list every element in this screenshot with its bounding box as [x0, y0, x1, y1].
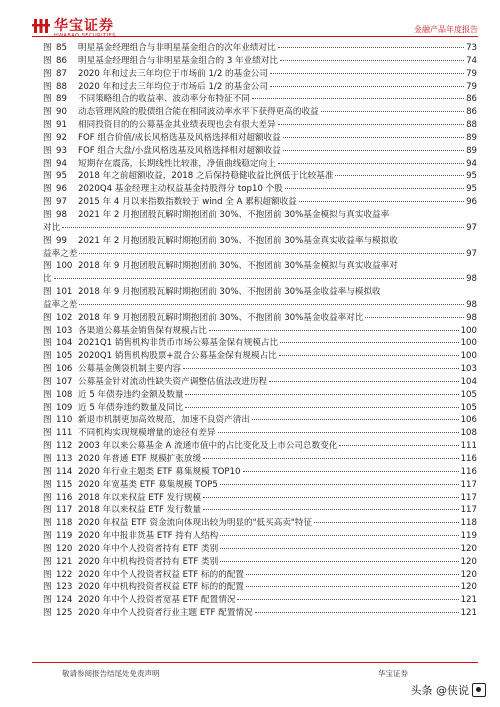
toc-dot-leader: [255, 612, 459, 613]
toc-entry-title: 2020 年宽基类 ETF 募集规模 TOP5: [78, 479, 218, 490]
toc-entry-continuation[interactable]: [43, 299, 477, 312]
toc-entry[interactable]: [43, 337, 477, 350]
toc-entry-label: 图: [43, 312, 52, 323]
toc-entry-title: 公募基金针对流动性缺失资产调整估值法改进历程: [78, 376, 268, 387]
toc-entry-page: 86: [466, 94, 477, 105]
toc-entry-title: FOF 组合价值/成长风格选基及风格选择相对超额收益: [78, 132, 281, 143]
toc-entry[interactable]: [43, 376, 477, 389]
toc-entry-number: 101: [56, 287, 73, 298]
toc-entry[interactable]: [43, 402, 477, 415]
toc-entry-page: 79: [466, 81, 477, 92]
watermark-icon: [472, 683, 486, 697]
toc-entry-number: 116: [56, 492, 73, 503]
toc-entry-label: 图: [43, 325, 52, 336]
toc-entry-title: 2020 年权益 ETF 资金流向体现出较为明显的"低买高卖"特征: [78, 518, 313, 529]
toc-entry-title: 2021 年 2 月抱团股瓦解时期抱团前 30%、不抱团前 30%基金模拟与真实收益率: [78, 209, 390, 220]
toc-entry[interactable]: [43, 145, 477, 158]
toc-entry-label: 图: [43, 531, 52, 542]
toc-entry-label: 图: [43, 107, 52, 118]
toc-entry-number: 87: [56, 68, 67, 79]
toc-dot-leader: [62, 227, 464, 228]
toc-entry-number: 88: [56, 81, 67, 92]
toc-dot-leader: [278, 124, 464, 125]
toc-entry-title: 2021Q1 销售机构非货币市场公募基金保有规模占比: [78, 338, 279, 349]
toc-dot-leader: [246, 574, 459, 575]
toc-entry-page: 94: [466, 158, 477, 169]
toc-entry-number: 120: [56, 543, 73, 554]
toc-entry-label: 图: [43, 364, 52, 375]
toc-entry-title: 2020 年中报非货基 ETF 持有人结构: [78, 531, 219, 542]
toc-entry-number: 99: [56, 235, 67, 246]
toc-entry-label: 图: [43, 55, 52, 66]
toc-entry-label: 图: [43, 81, 52, 92]
toc-dot-leader: [246, 586, 459, 587]
toc-entry-label: 图: [43, 402, 52, 413]
toc-entry-page: 98: [466, 274, 477, 285]
toc-entry-title: 2020 年普通 ETF 规模扩张放缓: [78, 454, 202, 464]
toc-entry-title-continued: 益率之差: [43, 299, 78, 310]
toc-dot-leader: [237, 599, 458, 600]
toc-entry-label: 图: [43, 428, 52, 439]
toc-entry-label: 图: [43, 608, 52, 619]
toc-entry-label: 图: [43, 94, 52, 105]
toc-entry[interactable]: [43, 93, 477, 106]
toc-entry-page: 95: [466, 184, 477, 195]
logo-mark-icon: [32, 18, 50, 34]
toc-entry-number: 122: [56, 569, 73, 580]
toc-entry-label: 图: [43, 389, 52, 400]
footer-brand: 华宝证券: [378, 669, 408, 678]
toc-entry-label: 图: [43, 197, 52, 208]
toc-entry-page: 105: [460, 402, 477, 413]
toc-dot-leader: [314, 522, 459, 523]
toc-dot-leader: [280, 342, 458, 343]
toc-entry[interactable]: [43, 453, 477, 466]
toc-entry-label: 图: [43, 582, 52, 593]
toc-entry-label: 图: [43, 466, 52, 477]
toc-entry-page: 120: [460, 582, 477, 593]
toc-entry-label: 图: [43, 556, 52, 567]
toc-entry-page: 98: [466, 312, 477, 323]
toc-dot-leader: [339, 445, 458, 446]
toc-entry-title: 2018 年 9 月抱团股瓦解时期抱团前 30%、不抱团前 30%基金收益率与模拟收: [78, 287, 381, 298]
toc-entry[interactable]: [43, 479, 477, 492]
toc-entry-number: 125: [56, 608, 73, 619]
toc-entry-page: 100: [460, 338, 477, 349]
hwabao-logo: [32, 18, 116, 39]
toc-entry-page: 86: [466, 107, 477, 118]
toc-entry-title: 2020 年和过去三年均位于市场后 1/2 的基金公司: [78, 81, 268, 92]
toc-entry[interactable]: [43, 106, 477, 119]
toc-entry-continuation[interactable]: [43, 248, 477, 261]
toc-dot-leader: [79, 304, 464, 305]
toc-dot-leader: [278, 163, 464, 164]
logo-name-cn: 华宝证券: [54, 18, 114, 34]
toc-entry-page: 121: [460, 608, 477, 619]
toc-entry[interactable]: [43, 594, 477, 607]
toc-entry-title: 2020 年中个人投资者持有 ETF 类别: [78, 543, 219, 554]
toc-entry-title: 不同机构实现规模增量的途径有差异: [78, 428, 216, 439]
toc-entry-title-continued: 比: [43, 274, 52, 285]
footer-divider: [32, 662, 478, 663]
toc-entry-label: 图: [43, 543, 52, 554]
toc-entry[interactable]: [43, 569, 477, 582]
toc-entry-page: 106: [460, 415, 477, 426]
toc-dot-leader: [203, 509, 459, 510]
toc-dot-leader: [243, 471, 459, 472]
toc-entry-title: 短期存在震荡，长期线性比较准，净值曲线稳定向上: [78, 158, 276, 169]
toc-entry-number: 104: [56, 338, 73, 349]
toc-dot-leader: [280, 60, 464, 61]
toc-entry-title: 公募基金侧袋机制主要内容: [78, 364, 182, 375]
toc-dot-leader: [285, 188, 464, 189]
toc-entry-page: 98: [466, 299, 477, 310]
toc-entry-title: 2020Q4 基金经理主动权益基金持股得分 top10 个股: [78, 184, 283, 195]
footer-disclaimer: 敬请参阅报告结尾处免责声明: [62, 669, 160, 678]
toc-entry-page: 95: [466, 171, 477, 182]
toc-entry-label: 图: [43, 479, 52, 490]
toc-entry-label: 图: [43, 505, 52, 516]
toc-entry-number: 89: [56, 94, 67, 105]
toc-entry-page: 89: [466, 132, 477, 143]
toc-entry-page: 79: [466, 68, 477, 79]
toc-entry-number: 91: [56, 120, 67, 131]
toc-entry-number: 86: [56, 55, 67, 66]
toc-entry-number: 121: [56, 556, 73, 567]
toc-dot-leader: [220, 548, 458, 549]
toc-entry-number: 103: [56, 325, 73, 336]
toc-entry[interactable]: [43, 170, 477, 183]
toc-entry-page: 119: [460, 531, 477, 542]
toc-entry-title: 2015 年 4 月以来指数指数较于 wind 全 A 累积超额收益: [78, 197, 297, 208]
toc-entry-title: 2003 年以来公募基金 A 流通市值中的占比变化及上市公司总数变化: [78, 441, 338, 452]
toc-entry-title-continued: 对比: [43, 222, 61, 233]
toc-entry-label: 图: [43, 209, 52, 220]
toc-entry-title: 2018 年以来权益 ETF 发行规模: [78, 492, 202, 503]
toc-entry[interactable]: [43, 581, 477, 594]
toc-entry-title: 2018 年之前超额收益，2018 之后保持稳健收益比例低于比较基准: [78, 171, 334, 182]
toc-entry-page: 120: [460, 556, 477, 567]
toc-entry-page: 100: [460, 351, 477, 362]
toc-entry[interactable]: [43, 363, 477, 376]
toc-entry[interactable]: [43, 530, 477, 543]
toc-entry-label: 图: [43, 569, 52, 580]
toc-entry[interactable]: [43, 209, 477, 222]
toc-entry-label: 图: [43, 235, 52, 246]
toc-entry-label: 图: [43, 261, 52, 272]
toc-dot-leader: [183, 368, 458, 369]
toc-entry-page: 73: [466, 43, 477, 53]
toc-entry-title: 明星基金经理组合与非明星基金组合的 3 年业绩对比: [78, 55, 278, 66]
toc-entry-number: 90: [56, 107, 67, 118]
toc-entry-title: FOF 组合大盘/小盘风格选基及风格选择相对超额收益: [78, 145, 281, 156]
toc-dot-leader: [220, 535, 458, 536]
toc-entry-title: 2020 年中机构投资者权益 ETF 标的的配置: [78, 582, 245, 593]
toc-dot-leader: [185, 394, 458, 395]
toc-dot-leader: [79, 253, 464, 254]
toc-entry[interactable]: [43, 312, 477, 325]
logo-name-en: HWABAO SECURITIES: [54, 33, 116, 39]
toc-entry[interactable]: [43, 350, 477, 363]
toc-entry-label: 图: [43, 158, 52, 169]
toc-entry[interactable]: [43, 81, 477, 94]
toc-entry[interactable]: [43, 517, 477, 530]
watermark-text: 头条 @侠说: [410, 684, 469, 697]
toc-entry-label: 图: [43, 415, 52, 426]
toc-entry-title: 2020 年中个人投资者宽基 ETF 配置情况: [78, 595, 236, 606]
toc-entry-label: 图: [43, 338, 52, 349]
toc-entry-page: 111: [460, 441, 477, 452]
toc-entry-number: 119: [56, 531, 73, 542]
toc-entry[interactable]: [43, 556, 477, 569]
toc-entry[interactable]: [43, 414, 477, 427]
toc-entry-page: 117: [460, 505, 477, 516]
toc-entry-number: 117: [56, 505, 73, 516]
toc-dot-leader: [279, 355, 459, 356]
toc-entry-label: 图: [43, 171, 52, 182]
toc-entry-label: 图: [43, 43, 52, 53]
toc-entry-page: 104: [460, 376, 477, 387]
toc-dot-leader: [220, 561, 458, 562]
toc-entry-number: 123: [56, 582, 73, 593]
toc-entry-number: 109: [56, 402, 73, 413]
toc-entry[interactable]: [43, 260, 477, 273]
toc-dot-leader: [218, 432, 459, 433]
toc-entry-page: 105: [460, 389, 477, 400]
toc-dot-leader: [252, 419, 459, 420]
toc-entry-title: 2020 年中个人投资者行业主题 ETF 配置情况: [78, 608, 253, 619]
toc-entry[interactable]: [43, 466, 477, 479]
toc-entry-title: 2020 年中机构投资者持有 ETF 类别: [78, 556, 219, 567]
toc-entry-number: 100: [56, 261, 73, 272]
toc-dot-leader: [270, 86, 464, 87]
toc-entry[interactable]: [43, 158, 477, 171]
toc-dot-leader: [321, 111, 464, 112]
toc-dot-leader: [220, 484, 459, 485]
toc-dot-leader: [299, 201, 464, 202]
toc-entry-page: 108: [460, 428, 477, 439]
toc-entry-page: 117: [460, 479, 477, 490]
toc-entry-title: 新退市机制更加高效规范，加速不良资产清出: [78, 415, 250, 426]
toc-entry-continuation[interactable]: [43, 273, 477, 286]
toc-entry-title: 近 5 年债券违约金额及数量: [78, 389, 184, 400]
toc-entry-number: 98: [56, 209, 67, 220]
toc-dot-leader: [270, 73, 464, 74]
toc-entry-title: 2018 年 9 月抱团股瓦解时期抱团前 30%、不抱团前 30%基金模拟与真实收益率对: [78, 261, 398, 272]
toc-dot-leader: [209, 330, 459, 331]
toc-entry-page: 97: [466, 248, 477, 259]
toc-entry-label: 图: [43, 518, 52, 529]
toc-entry[interactable]: [43, 55, 477, 68]
toc-entry-title: 2020 年行业主题类 ETF 募集规模 TOP10: [78, 466, 241, 477]
toc-entry-number: 115: [56, 479, 73, 490]
toc-dot-leader: [335, 175, 464, 176]
toc-entry[interactable]: [43, 183, 477, 196]
toc-dot-leader: [269, 381, 459, 382]
toc-entry[interactable]: [43, 132, 477, 145]
toc-entry-title: 2021 年 2 月抱团股瓦解时期抱团前 30%、不抱团前 30%基金真实收益率与模拟收: [78, 235, 398, 246]
toc-entry-title: 近 5 年债券违约数量及同比: [78, 402, 184, 413]
toc-entry[interactable]: [43, 235, 477, 248]
toc-entry-label: 图: [43, 492, 52, 503]
toc-entry-number: 113: [56, 454, 73, 464]
toc-entry-title: 各渠道公募基金销售保有规模占比: [78, 325, 207, 336]
toc-dot-leader: [252, 98, 464, 99]
toc-entry-number: 106: [56, 364, 73, 375]
figure-list: [43, 42, 477, 620]
toc-entry-label: 图: [43, 132, 52, 143]
toc-dot-leader: [283, 150, 464, 151]
toc-entry[interactable]: [43, 42, 477, 55]
toc-entry-title: 2020Q1 销售机构股票+混合公募基金保有规模占比: [78, 351, 277, 362]
toc-entry-label: 图: [43, 120, 52, 131]
toc-dot-leader: [185, 407, 458, 408]
toc-entry[interactable]: [43, 427, 477, 440]
toc-entry-title-continued: 益率之差: [43, 248, 78, 259]
toc-entry-page: 97: [466, 222, 477, 233]
toc-entry-label: 图: [43, 68, 52, 79]
toc-dot-leader: [283, 137, 464, 138]
toc-entry-number: 112: [56, 441, 73, 452]
toc-entry-page: 117: [460, 492, 477, 503]
toc-entry-label: 图: [43, 376, 52, 387]
toc-entry-title: 2020 年中个人投资者权益 ETF 标的的配置: [78, 569, 245, 580]
toc-entry-number: 114: [56, 466, 73, 477]
toc-entry-number: 85: [56, 43, 67, 53]
toc-dot-leader: [278, 47, 464, 48]
toc-entry-title: 动态管理风险的股债组合能在相同波动率水平下获得更高的收益: [78, 107, 319, 118]
toc-entry[interactable]: [43, 543, 477, 556]
toc-entry-continuation[interactable]: [43, 222, 477, 235]
toc-entry-label: 图: [43, 595, 52, 606]
toc-entry-number: 93: [56, 145, 67, 156]
toc-entry-number: 111: [56, 428, 73, 439]
toc-entry-label: 图: [43, 454, 52, 464]
toc-entry-page: 74: [466, 55, 477, 66]
toc-entry[interactable]: [43, 492, 477, 505]
toc-entry-label: 图: [43, 184, 52, 195]
toc-entry[interactable]: [43, 440, 477, 453]
toc-entry-number: 94: [56, 158, 67, 169]
toc-entry-page: 116: [460, 466, 477, 477]
toc-entry-page: 120: [460, 543, 477, 554]
toc-entry-number: 118: [56, 518, 73, 529]
toc-entry-number: 107: [56, 376, 73, 387]
toc-entry[interactable]: [43, 68, 477, 81]
toc-entry-number: 97: [56, 197, 67, 208]
toc-entry-title: 相同投资目的的公募基金其业绩表现也会有很大差异: [78, 120, 276, 131]
toc-dot-leader: [54, 278, 464, 279]
toc-entry-number: 95: [56, 171, 67, 182]
toc-entry-page: 118: [460, 518, 477, 529]
report-type: 金融产品年度报告: [414, 25, 478, 34]
toc-dot-leader: [203, 458, 459, 459]
toc-dot-leader: [203, 497, 459, 498]
toc-entry-page: 120: [460, 569, 477, 580]
toc-entry-number: 110: [56, 415, 73, 426]
toc-entry-label: 图: [43, 287, 52, 298]
toc-entry[interactable]: [43, 389, 477, 402]
toc-entry-number: 105: [56, 351, 73, 362]
toc-entry-number: 108: [56, 389, 73, 400]
toc-entry[interactable]: [43, 504, 477, 517]
toc-entry-page: 89: [466, 145, 477, 156]
toc-entry-label: 图: [43, 441, 52, 452]
toc-entry-number: 102: [56, 312, 73, 323]
toc-entry-label: 图: [43, 351, 52, 362]
toc-entry[interactable]: [43, 325, 477, 338]
toc-entry-page: 88: [466, 120, 477, 131]
toc-entry[interactable]: [43, 119, 477, 132]
toc-entry-page: 103: [460, 364, 477, 375]
toc-entry-page: 100: [460, 325, 477, 336]
toc-entry[interactable]: [43, 607, 477, 620]
toc-entry-label: 图: [43, 145, 52, 156]
header-divider: [32, 36, 478, 37]
toc-entry-page: 121: [460, 595, 477, 606]
toc-entry[interactable]: [43, 286, 477, 299]
toc-entry-page: 96: [466, 197, 477, 208]
toc-entry-number: 124: [56, 595, 73, 606]
toc-entry-title: 不同策略组合的收益率、波动率分布特征不同: [78, 94, 250, 105]
toc-entry-page: 116: [460, 454, 477, 464]
toc-entry-title: 2018 年以来权益 ETF 发行数量: [78, 505, 202, 516]
toc-entry[interactable]: [43, 196, 477, 209]
toc-entry-number: 96: [56, 184, 67, 195]
watermark: [411, 682, 487, 698]
toc-entry-title: 2020 年和过去三年均位于市场前 1/2 的基金公司: [78, 68, 268, 79]
page-header: [0, 0, 500, 44]
toc-entry-title: 明星基金经理组合与非明星基金组合的次年业绩对比: [78, 43, 276, 53]
toc-entry-number: 92: [56, 132, 67, 143]
toc-entry-title: 2018 年 9 月抱团股瓦解时期抱团前 30%、不抱团前 30%基金收益率对比: [78, 312, 364, 323]
toc-dot-leader: [365, 317, 464, 318]
